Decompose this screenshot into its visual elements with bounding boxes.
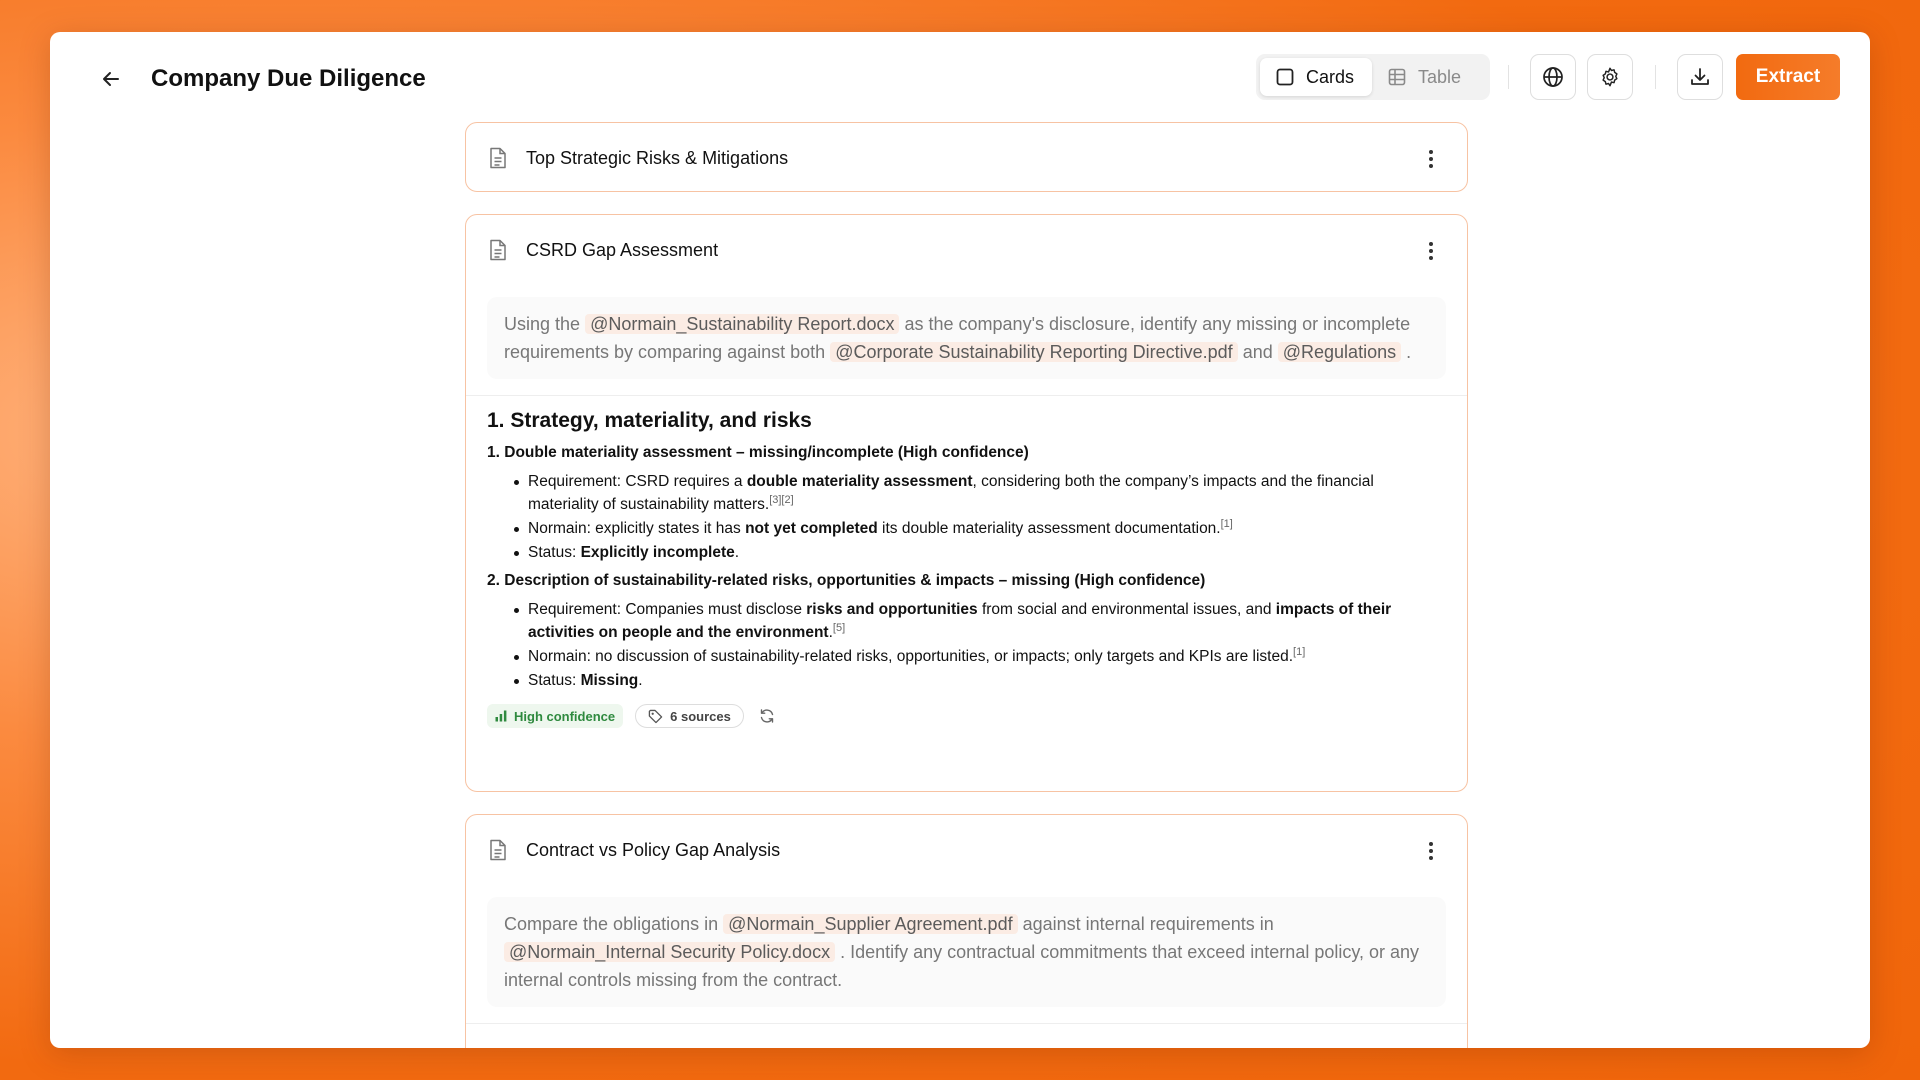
finding-item [487,444,1446,564]
document-icon [488,147,508,169]
bold-text: risks and opportunities [806,601,978,618]
mention-chip[interactable]: @Normain_Sustainability Report.docx [585,314,899,334]
citation[interactable]: [1] [1293,646,1306,658]
card-csrd-gap-assessment [465,214,1468,792]
finding-item [487,572,1446,692]
text: . [828,624,833,641]
mention-chip[interactable]: @Regulations [1278,342,1401,362]
header-divider [1655,65,1656,89]
download-icon [1689,66,1711,88]
arrow-left-icon [101,69,121,89]
list-item [507,541,1446,564]
card-contract-vs-policy [465,814,1468,1048]
text: . [734,544,740,561]
header-divider [1508,65,1509,89]
tab-cards-label: Cards [1306,66,1355,87]
globe-icon [1542,66,1564,88]
regenerate-button[interactable] [756,705,778,727]
more-options-icon[interactable] [1425,839,1437,863]
list-item [507,669,1446,692]
text: Requirement: CSRD requires a [528,473,747,490]
card-title: CSRD Gap Assessment [526,239,719,260]
prompt-segment: . Identify any contractual commitments that exceed internal policy, or any internal controls missing from the contract. [504,942,1420,990]
card-header [466,215,1467,285]
answer-content [466,396,1467,750]
square-icon [1276,68,1294,86]
finding-number: 1. [487,444,500,461]
tab-table[interactable] [1372,58,1477,96]
text: Normain: no discussion of sustainability-related risks, opportunities, or impacts; only targets and KPIs are listed. [528,648,1294,665]
settings-button[interactable] [1587,54,1633,100]
findings-list [487,444,1446,692]
list-item [507,517,1446,540]
list-item [507,645,1446,668]
text: its double materiality assessment documentation. [877,520,1221,537]
citation[interactable]: [5] [832,622,846,634]
text: from social and environmental issues, and [977,601,1276,618]
text: Normain: explicitly states it has [528,520,746,537]
prompt-segment: as the company's disclosure, identify any missing or incomplete requirements by comparing against both [504,314,1411,362]
tag-icon [648,709,663,724]
gear-icon [1599,66,1621,88]
card-header [466,123,1467,192]
card-title: Contract vs Policy Gap Analysis [526,839,781,860]
more-options-icon[interactable] [1425,147,1437,171]
prompt-text[interactable] [487,297,1446,379]
document-icon [488,839,508,861]
download-button[interactable] [1677,54,1723,100]
confidence-badge [487,704,623,728]
finding-heading: Description of sustainability-related risks, opportunities & impacts – missing (High confidence) [504,572,1206,589]
extract-button[interactable]: Extract [1736,54,1840,100]
prompt-segment: Using the [504,314,581,334]
text: . [638,672,643,689]
prompt-segment: . [1406,342,1412,362]
bold-text: impacts of their activities on people and the environment [528,601,1392,641]
prompt-segment: and [1242,342,1273,362]
list-item [507,470,1446,516]
mention-chip[interactable]: @Normain_Internal Security Policy.docx [504,942,835,962]
finding-number: 2. [487,572,500,589]
answer-footer [487,704,1446,750]
divider [466,1023,1467,1024]
card-top-strategic-risks[interactable] [465,122,1468,192]
sources-button[interactable] [635,704,744,728]
finding-bullets [507,598,1446,692]
tab-cards[interactable] [1260,58,1372,96]
citation[interactable]: [1] [1220,518,1233,530]
more-options-icon[interactable] [1425,239,1437,263]
mention-chip[interactable]: @Corporate Sustainability Reporting Directive.pdf [830,342,1237,362]
sources-label: 6 sources [670,708,731,724]
finding-bullets [507,470,1446,564]
list-item [507,598,1446,644]
text: Status: [528,544,581,561]
table-grid-icon [1388,68,1406,86]
bold-text: not yet completed [745,520,878,537]
text: , considering both the company’s impacts and the financial materiality of sustainability matters. [528,473,1374,513]
text: Status: [528,672,581,689]
mention-chip[interactable]: @Normain_Supplier Agreement.pdf [723,914,1017,934]
card-title: Top Strategic Risks & Mitigations [526,147,789,168]
document-icon [488,239,508,261]
page-title: Company Due Diligence [151,65,426,92]
back-button[interactable] [94,62,128,96]
prompt-segment: against internal requirements in [1022,914,1274,934]
bold-text: Missing [580,672,639,689]
answer-heading: 1. Strategy, materiality, and risks [487,409,812,432]
refresh-icon [759,708,775,724]
prompt-segment: Compare the obligations in [504,914,719,934]
signal-bars-icon [495,710,507,722]
tab-table-label: Table [1418,66,1462,87]
view-toggle [1256,54,1490,100]
prompt-text[interactable] [487,897,1446,1007]
finding-heading: Double materiality assessment – missing/incomplete (High confidence) [504,444,1029,461]
text: Requirement: Companies must disclose [528,601,807,618]
app-window [50,32,1870,1048]
confidence-label: High confidence [514,708,616,724]
card-header [466,815,1467,885]
bold-text: double materiality assessment [746,473,973,490]
language-button[interactable] [1530,54,1576,100]
citation[interactable]: [3][2] [769,494,794,506]
bold-text: Explicitly incomplete [580,544,735,561]
